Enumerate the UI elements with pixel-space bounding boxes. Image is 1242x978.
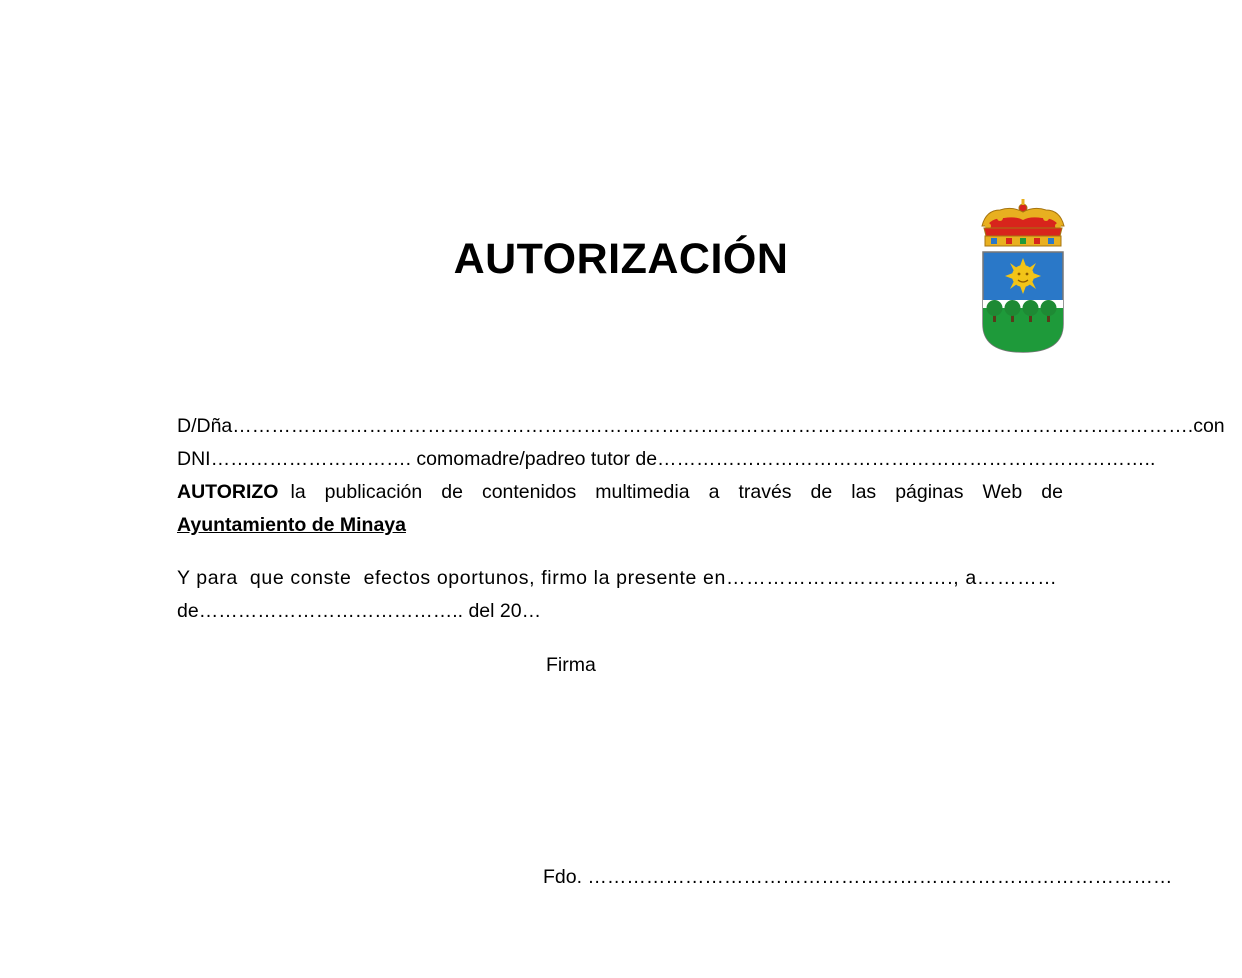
authorization-paragraph — [177, 410, 1225, 542]
justified-word: de — [810, 481, 833, 503]
justified-word: la — [290, 481, 306, 503]
consent-paragraph — [177, 562, 1063, 628]
signed-by-line: Fdo. ……………………………………………………………………………… — [543, 866, 1173, 888]
municipality-line — [177, 509, 1063, 542]
name-line — [177, 410, 1225, 443]
justified-word: de — [1041, 481, 1063, 503]
name-field-text: D/Dña…………………………………………………………………………………………………………………………………. — [177, 415, 1194, 437]
authorize-rest-text — [290, 476, 1063, 509]
justified-word: contenidos — [481, 481, 577, 503]
justified-word: través — [738, 481, 792, 503]
justified-word: multimedia — [595, 481, 690, 503]
justified-word: las — [851, 481, 877, 503]
justified-word: de — [441, 481, 463, 503]
autorizo-text: AUTORIZO — [177, 481, 279, 503]
document-title: AUTORIZACIÓN — [453, 235, 789, 283]
justified-word: a — [708, 481, 720, 503]
place-date-text: Y para que conste efectos oportunos, firmo la presente en……………………………., a………… — [177, 567, 1058, 589]
authorize-line — [177, 476, 1063, 509]
place-date-line — [177, 562, 1063, 595]
con-text: con — [1193, 415, 1225, 437]
coat-of-arms-icon — [976, 196, 1070, 356]
municipality-name: Ayuntamiento de Minaya — [177, 514, 406, 536]
year-line — [177, 595, 1063, 628]
guardian-field-text: madre/padreo tutor de………………………………………………………………….. — [464, 448, 1156, 470]
dni-field-text: DNI…………………………. como — [177, 448, 465, 470]
year-text: de………………………………….. del 20… — [177, 600, 542, 622]
justified-word: Web — [982, 481, 1023, 503]
justified-word: páginas — [895, 481, 964, 503]
signature-label: Firma — [546, 654, 596, 676]
dni-line — [177, 443, 1156, 476]
justified-word: publicación — [324, 481, 423, 503]
